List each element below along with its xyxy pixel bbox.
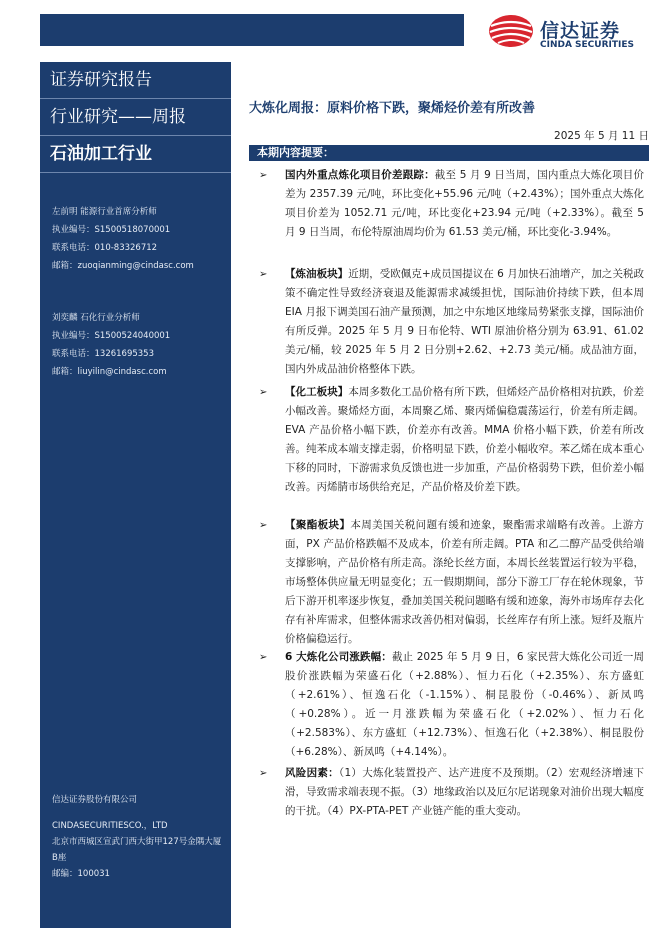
industry-title: 石油加工行业 — [40, 136, 231, 173]
report-subtype: 行业研究——周报 — [40, 99, 231, 136]
bullet-arrow-icon: ➢ — [259, 768, 268, 779]
bullet-lead: 国内外重点炼化项目价差跟踪： — [285, 169, 435, 181]
report-date: 2025 年 5 月 11 日 — [554, 130, 649, 142]
bullet-arrow-icon: ➢ — [259, 269, 268, 280]
company-address: 北京市西城区宣武门西大街甲127号金隅大厦B座 — [52, 837, 222, 863]
bullet-text: （1）大炼化装置投产、达产进度不及预期。（2）宏观经济增速下滑，导致需求端表现不振。（3）地缘政治以及厄尔尼诺现象对油价出现大幅度的干扰。（4）PX-PTA-PET 产业链产能的重大变动。 — [285, 767, 644, 817]
analyst-block — [40, 203, 231, 275]
analyst-cert: 执业编号：S1500524040001 — [52, 331, 171, 341]
bullet-lead: 6 大炼化公司涨跌幅： — [285, 651, 392, 663]
analyst-phone: 联系电话：010-83326712 — [52, 243, 158, 253]
company-name: 信达证券股份有限公司 — [52, 795, 138, 805]
bullet-lead: 风险因素： — [285, 767, 339, 779]
company-postcode: 邮编：100031 — [52, 869, 110, 879]
bullet-lead: 【聚酯板块】 — [285, 519, 351, 531]
bullet-text: 截至 5 月 9 日当周，国内重点大炼化项目价差为 2357.39 元/吨，环比变化+55.96 元/吨（+2.43%）；国外重点大炼化项目价差为 1052.71 元/吨，环比变化+23.94 元/吨（+2.33%）。截至 5 月 9 日当周，布伦特原油周均价为 61.53 美元/桶，环比变化-3.94%。 — [285, 169, 644, 238]
brand-name-en: CINDA SECURITIES — [540, 40, 634, 50]
report-headline: 大炼化周报：原料价格下跌，聚烯烃价差有所改善 — [249, 101, 536, 116]
bullet-arrow-icon: ➢ — [259, 170, 268, 181]
brand-logo — [488, 14, 648, 50]
sidebar — [40, 62, 231, 928]
bullet-text: 本周美国关税问题有缓和迹象，聚酯需求端略有改善。上游方面，PX 产品价格跌幅不及成本，价差有所走阔。PTA 和乙二醇产品受供给端支撑影响，产品价格有所走高。涤纶长丝方面，本周长丝装置运行较为平稳，市场整体供应量无明显变化；五一假期期间，部分下游工厂存在轮休现象，节后下游开机率逐步恢复，叠加美国关税问题略有缓和迹象，海外市场库存去化存有补库需求，但整体需求改善仍相对偏弱，长丝库存有所上涨。短纤及瓶片价格偏稳运行。 — [285, 519, 644, 645]
bullet-lead: 【化工板块】 — [285, 386, 349, 398]
analyst-phone: 联系电话：13261695353 — [52, 349, 154, 359]
company-name-en: CINDASECURITIESCO.，LTD — [52, 821, 168, 831]
summary-header: 本期内容提要： — [249, 145, 649, 161]
bullet-text: 近期，受欧佩克+成员国提议在 6 月加快石油增产，加之关税政策不确定性导致经济衰退及能源需求减缓担忧，国际油价持续下跌，但本周 EIA 月报下调美国石油产量预测，加之中东地区地缘局势紧张支撑，国际油价有所反弹。2025 年 5 月 9 日布伦特、WTI 原油价格分别为 63.91、61.02 美元/桶，较 2025 年 5 月 2 日分别+2.62、+2.73 美元/桶。成品油方面，国内外成品油价格整体下跌。 — [285, 268, 645, 375]
analyst-name: 刘奕麟 石化行业分析师 — [52, 313, 140, 323]
bullet-text: 本周多数化工品价格有所下跌，但烯烃产品价格相对抗跌，价差小幅改善。聚烯烃方面，本周聚乙烯、聚丙烯偏稳震荡运行，价差有所走阔。EVA 产品价格小幅下跌，价差亦有改善。MMA 价格小幅下跌，价差有所改善。纯苯成本端支撑走弱，价格明显下跌，价差小幅收窄。苯乙烯在成本重心下移的同时，下游需求负反馈也进一步加重，产品价格弱势下跌，但价差小幅改善。丙烯腈市场供给充足，产品价格及价差下跌。 — [285, 386, 645, 493]
header-bar — [40, 14, 464, 46]
bullet-text: 截止 2025 年 5 月 9 日，6 家民营大炼化公司近一周股价涨跌幅为荣盛石化（+2.88%）、恒力石化（+2.35%）、东方盛虹（+2.61%）、恒逸石化（-1.15%）、桐昆股份（-0.46%）、新凤鸣（+0.28%）。近一月涨跌幅为荣盛石化（+2.02%）、恒力石化（+2.583%）、东方盛虹（+12.73%）、恒逸石化（+2.38%）、桐昆股份（+6.28%）、新凤鸣（+4.14%）。 — [285, 651, 644, 758]
analyst-cert: 执业编号：S1500518070001 — [52, 225, 171, 235]
bullet-arrow-icon: ➢ — [259, 652, 268, 663]
bullet-arrow-icon: ➢ — [259, 520, 268, 531]
analyst-email[interactable]: 邮箱：liuyilin@cindasc.com — [52, 367, 167, 377]
cinda-globe-icon — [488, 14, 534, 48]
analyst-email[interactable]: 邮箱：zuoqianming@cindasc.com — [52, 261, 194, 271]
bullet-arrow-icon: ➢ — [259, 387, 268, 398]
report-type: 证券研究报告 — [40, 62, 231, 99]
analyst-name: 左前明 能源行业首席分析师 — [52, 207, 157, 217]
company-footer — [52, 792, 227, 882]
brand-name-cn: 信达证券 — [540, 20, 621, 42]
bullet-lead: 【炼油板块】 — [285, 268, 349, 280]
analyst-block — [40, 309, 231, 381]
